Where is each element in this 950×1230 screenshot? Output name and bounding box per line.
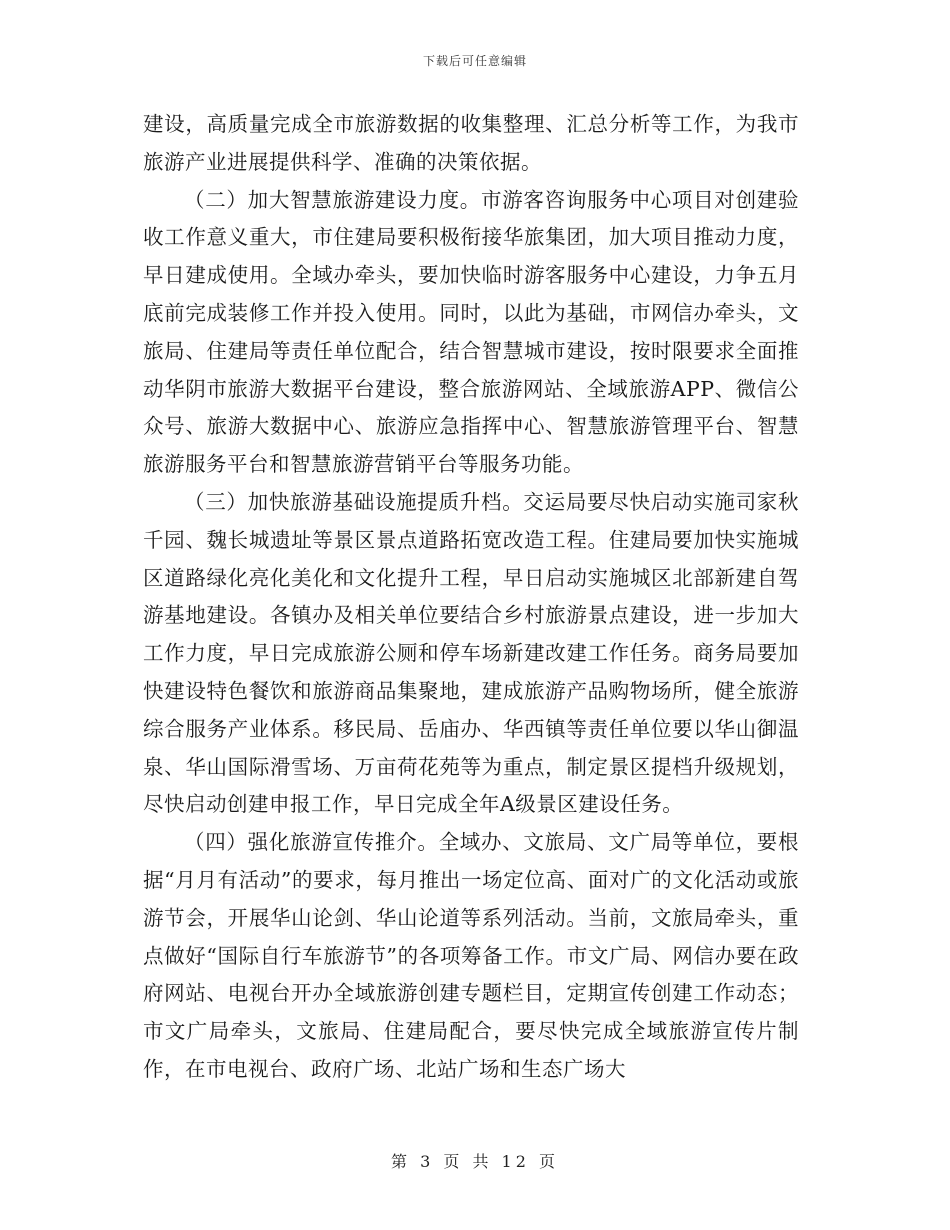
paragraph-smart-tourism: （二）加大智慧旅游建设力度。市游客咨询服务中心项目对创建验收工作意义重大，市住建局要积极衔接华旅集团，加大项目推动力度，早日建成使用。全域办牵头，要加快临时游客服务中心建设，力争五月底前完成装修工作并投入使用。同时，以此为基础，市网信办牵头，文旅局、住建局等责任单位配合，结合智慧城市建设，按时限要求全面推动华阴市旅游大数据平台建设，整合旅游网站、全域旅游APP、微信公众号、旅游大数据中心、旅游应急指挥中心、智慧旅游管理平台、智慧旅游服务平台和智慧旅游营销平台等服务功能。 <box>143 187 799 477</box>
page-number-footer: 第 3 页 共 12 页 <box>391 1152 559 1171</box>
paragraph-infrastructure: （三）加快旅游基础设施提质升档。交运局要尽快启动实施司家秋千园、魏长城遗址等景区景点道路拓宽改造工程。住建局要加快实施城区道路绿化亮化美化和文化提升工程，早日启动实施城区北部新建自驾游基地建设。各镇办及相关单位要结合乡村旅游景点建设，进一步加大工作力度，早日完成旅游公厕和停车场新建改建工作任务。商务局要加快建设特色餐饮和旅游商品集聚地，建成旅游产品购物场所，健全旅游综合服务产业体系。移民局、岳庙办、华西镇等责任单位要以华山御温泉、华山国际滑雪场、万亩荷花苑等为重点，制定景区提档升级规划，尽快启动创建申报工作，早日完成全年A级景区建设任务。 <box>143 489 799 817</box>
paragraph-promotion: （四）强化旅游宣传推介。全域办、文旅局、文广局等单位，要根据“月月有活动”的要求，每月推出一场定位高、面对广的文化活动或旅游节会，开展华山论剑、华山论道等系列活动。当前，文旅局牵头，重点做好“国际自行车旅游节”的各项筹备工作。市文广局、网信办要在政府网站、电视台开办全域旅游创建专题栏目，定期宣传创建工作动态；市文广局牵头，文旅局、住建局配合，要尽快完成全域旅游宣传片制作，在市电视台、政府广场、北站广场和生态广场大 <box>143 830 799 1081</box>
page-header-note: 下载后可任意编辑 <box>422 54 527 68</box>
paragraph-continuation: 建设，高质量完成全市旅游数据的收集整理、汇总分析等工作，为我市旅游产业进展提供科学、准确的决策依据。 <box>143 112 799 174</box>
document-body <box>143 106 799 1089</box>
